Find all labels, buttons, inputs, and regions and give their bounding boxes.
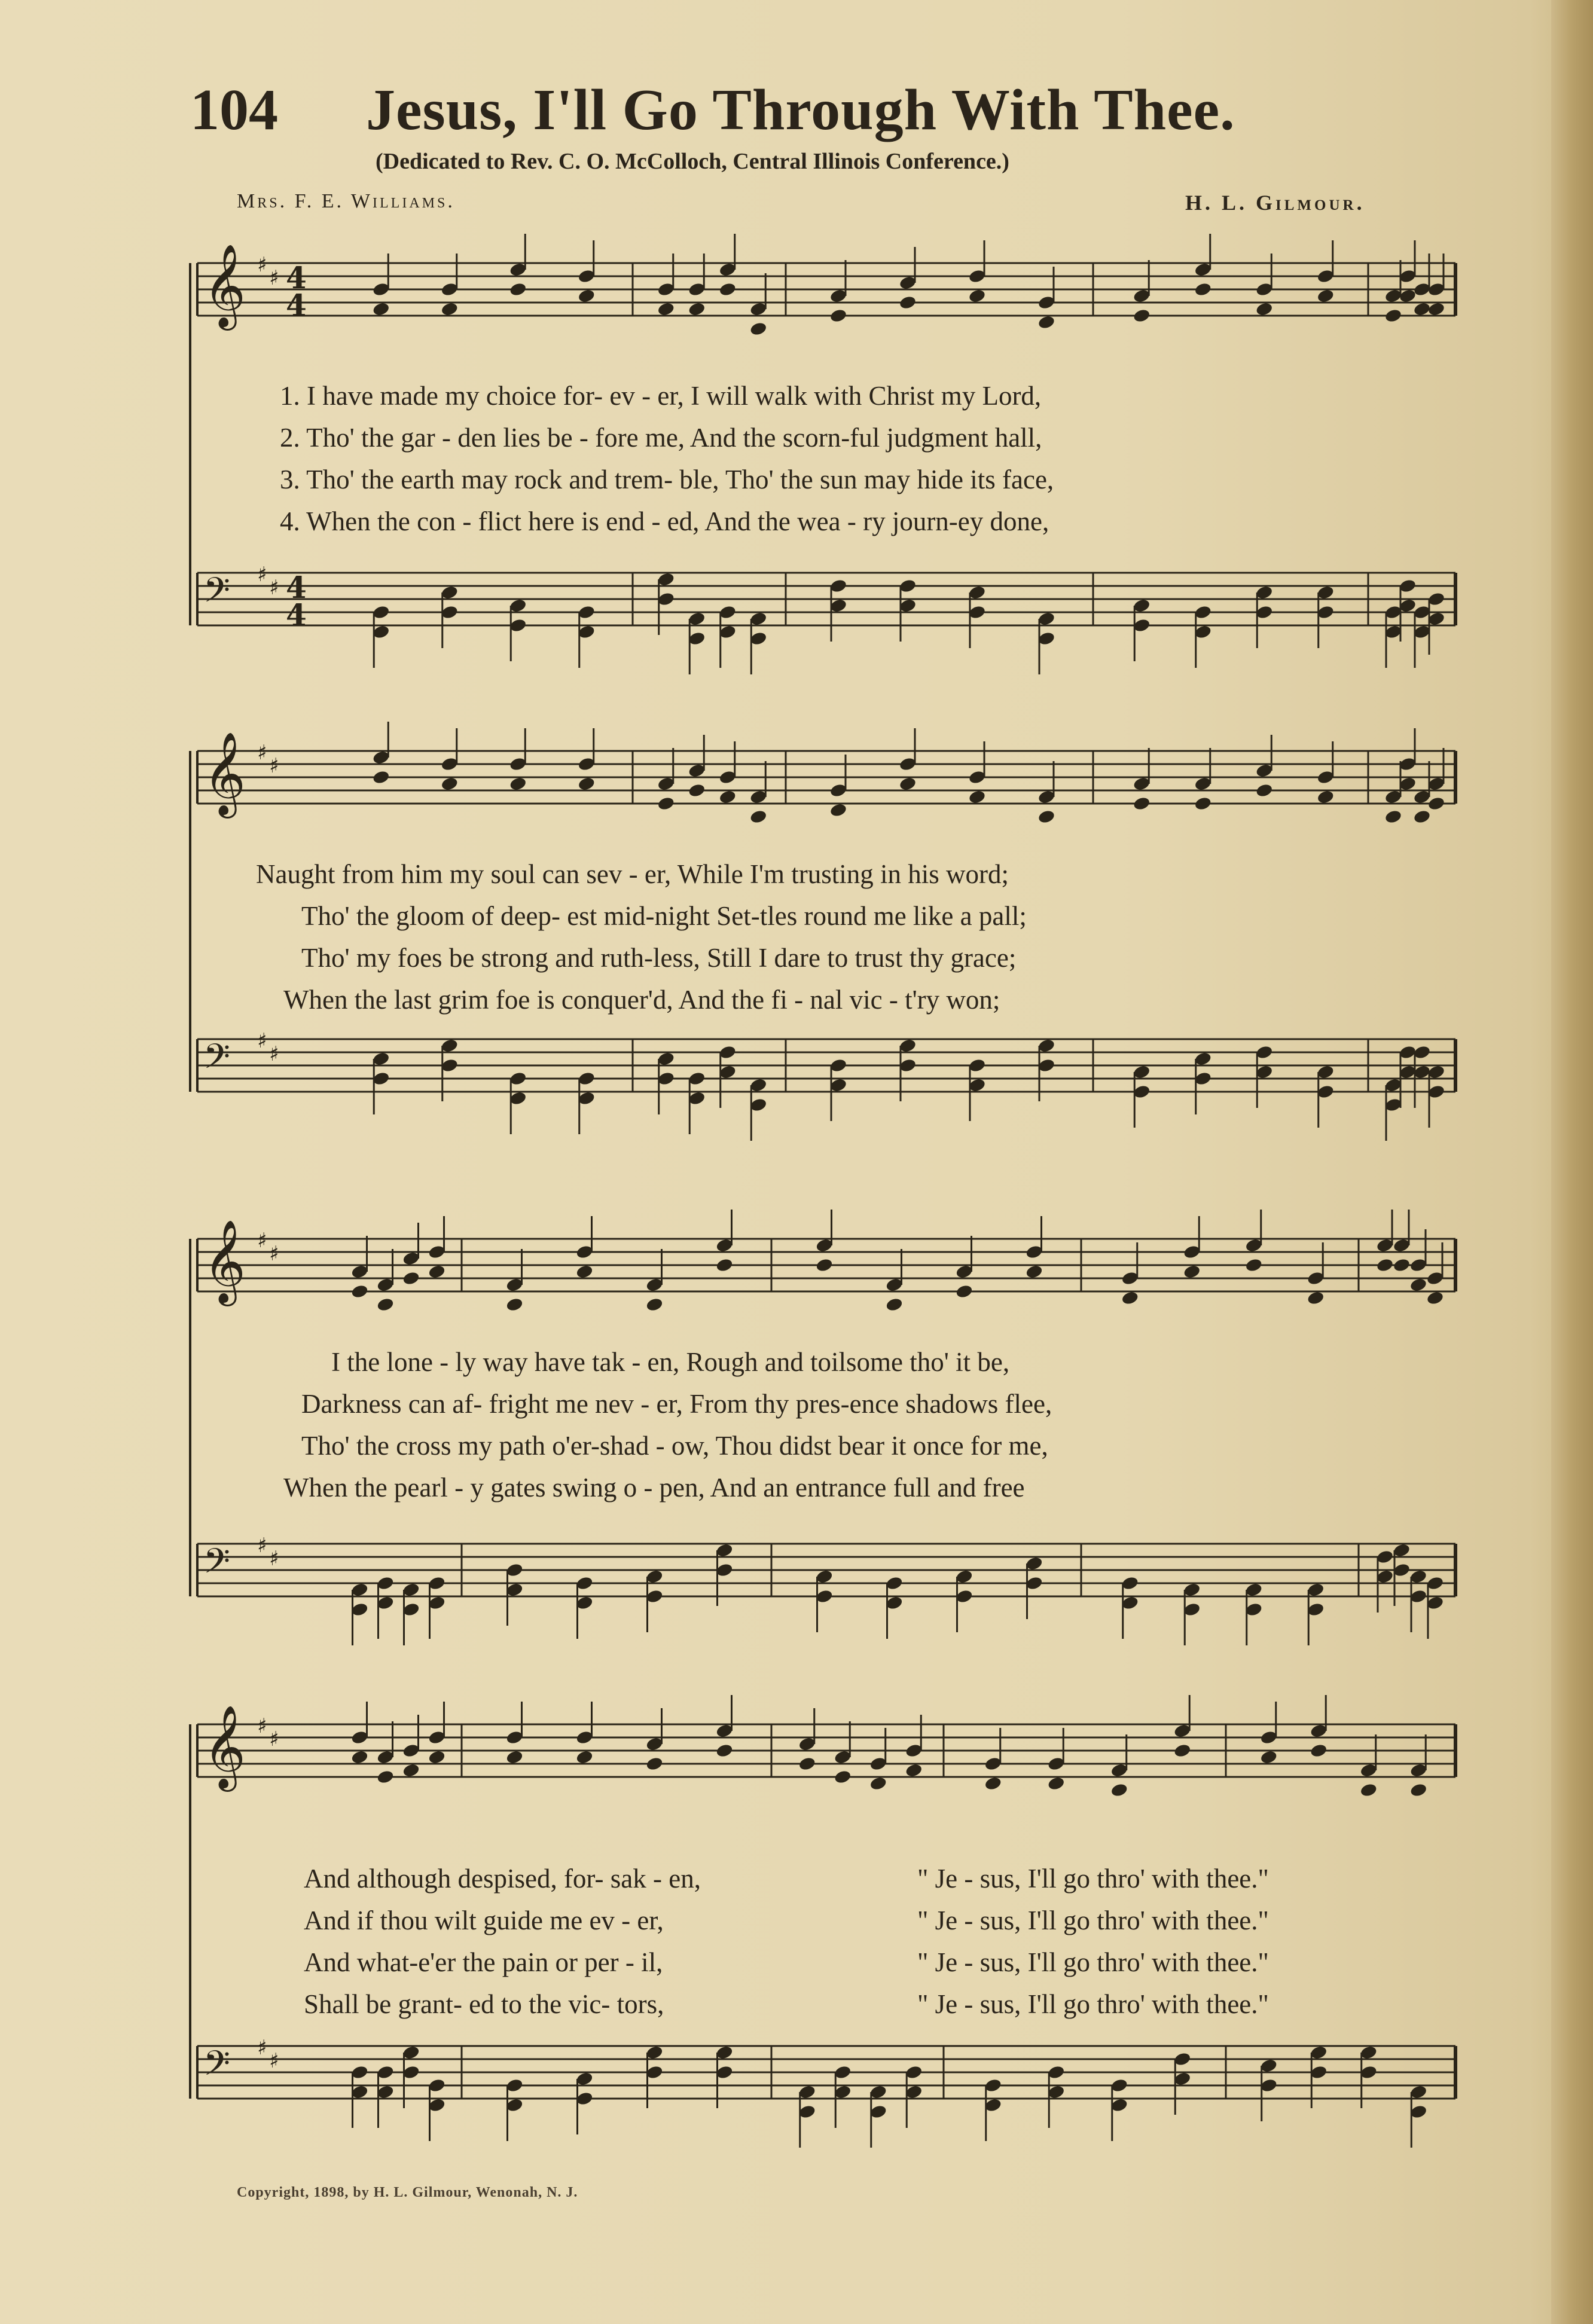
note-head xyxy=(402,1271,420,1286)
system-2-verse-3: Tho' my foes be strong and ruth-less, Still I dare to trust thy grace; xyxy=(301,943,1017,973)
hymn-title: Jesus, I'll Go Through With Thee. xyxy=(366,78,1235,142)
note-head xyxy=(718,789,737,805)
note-head xyxy=(440,776,459,792)
note-head xyxy=(955,1284,974,1299)
sharp-icon: ♯ xyxy=(257,1534,267,1558)
lyricist-credit: Mrs. F. E. Williams. xyxy=(237,190,455,212)
note-head xyxy=(1316,288,1335,304)
refrain-verse-3: " Je - sus, I'll go thro' with thee." xyxy=(917,1947,1269,1977)
system-3-verse-3: Tho' the cross my path o'er-shad - ow, Thou didst bear it once for me, xyxy=(301,1431,1048,1461)
note-head xyxy=(1244,1257,1263,1273)
treble-clef-icon: 𝄞 xyxy=(203,1705,246,1788)
note-head xyxy=(1426,1290,1445,1306)
time-signature-top: 4 xyxy=(286,570,307,605)
system-1-verse-3: 3. Tho' the earth may rock and trem- ble, Tho' the sun may hide its face, xyxy=(280,465,1054,494)
system-3-verse-2: Darkness can af- fright me nev - er, From thy pres-ence shadows flee, xyxy=(301,1389,1052,1419)
note-head xyxy=(834,1769,852,1785)
note-head xyxy=(885,1297,904,1312)
system-4-verse-2: And if thou wilt guide me ev - er, xyxy=(304,1905,664,1935)
system-2-verse-2: Tho' the gloom of deep- est mid-night Set-tles round me like a pall; xyxy=(301,901,1027,931)
note-head xyxy=(1413,809,1432,824)
note-head xyxy=(575,1749,594,1765)
sharp-icon: ♯ xyxy=(269,576,279,600)
note-head xyxy=(1359,1782,1378,1798)
system-1-verse-1: 1. I have made my choice for- ev - er, I will walk with Christ my Lord, xyxy=(280,381,1042,411)
note-head xyxy=(350,1284,369,1299)
note-head xyxy=(1110,1782,1128,1798)
sharp-icon: ♯ xyxy=(257,2036,267,2060)
time-signature-top: 4 xyxy=(286,260,307,295)
time-signature-bottom: 4 xyxy=(286,288,307,323)
note-head xyxy=(509,282,527,297)
time-signature-bottom: 4 xyxy=(286,597,307,633)
note-head xyxy=(715,1257,734,1273)
note-head xyxy=(968,288,987,304)
note-head xyxy=(575,1264,594,1279)
sharp-icon: ♯ xyxy=(257,1229,267,1253)
system-4-verse-3: And what-e'er the pain or per - il, xyxy=(304,1947,663,1977)
dedication: (Dedicated to Rev. C. O. McColloch, Central Illinois Conference.) xyxy=(376,149,1009,174)
hymn-number: 104 xyxy=(190,78,278,142)
note-head xyxy=(798,1756,816,1772)
note-head xyxy=(657,796,675,811)
sharp-icon: ♯ xyxy=(269,1242,279,1266)
system-3-verse-4: When the pearl - y gates swing o - pen, And an entrance full and free xyxy=(283,1473,1025,1502)
refrain-verse-4: " Je - sus, I'll go thro' with thee." xyxy=(917,1989,1269,2019)
note-head xyxy=(1316,789,1335,805)
note-head xyxy=(749,321,768,337)
note-head xyxy=(1310,1743,1328,1758)
note-head xyxy=(905,1763,923,1778)
note-head xyxy=(1255,301,1274,317)
bass-clef-icon: 𝄢 xyxy=(203,2043,231,2092)
note-head xyxy=(1121,1290,1139,1306)
note-head xyxy=(1133,796,1151,811)
note-head xyxy=(577,288,596,304)
note-head xyxy=(1384,809,1403,824)
note-head xyxy=(688,783,706,798)
note-head xyxy=(1133,308,1151,323)
note-head xyxy=(1037,809,1056,824)
sharp-icon: ♯ xyxy=(257,253,267,277)
treble-clef-icon: 𝄞 xyxy=(203,732,246,815)
note-head xyxy=(1255,783,1274,798)
note-head xyxy=(376,1769,395,1785)
note-head xyxy=(829,802,848,818)
note-head xyxy=(1413,301,1432,317)
note-head xyxy=(505,1297,524,1312)
note-head xyxy=(645,1756,664,1772)
note-head xyxy=(899,776,917,792)
note-head xyxy=(1194,282,1212,297)
note-head xyxy=(577,776,596,792)
note-head xyxy=(402,1763,420,1778)
sharp-icon: ♯ xyxy=(269,754,279,778)
sharp-icon: ♯ xyxy=(257,1714,267,1738)
sharp-icon: ♯ xyxy=(257,563,267,587)
note-head xyxy=(1393,1257,1411,1273)
bass-clef-icon: 𝄢 xyxy=(203,1541,231,1590)
system-1-verse-4: 4. When the con - flict here is end - ed, And the wea - ry journ-ey done, xyxy=(280,506,1049,536)
note-head xyxy=(1047,1776,1066,1791)
note-head xyxy=(1384,308,1403,323)
sharp-icon: ♯ xyxy=(269,1547,279,1571)
system-4-verse-4: Shall be grant- ed to the vic- tors, xyxy=(304,1989,664,2019)
note-head xyxy=(376,1297,395,1312)
treble-clef-icon: 𝄞 xyxy=(203,244,246,327)
note-head xyxy=(1259,1749,1278,1765)
note-head xyxy=(718,282,737,297)
system-1-verse-2: 2. Tho' the gar - den lies be - fore me, And the scorn-ful judgment hall, xyxy=(280,423,1042,453)
refrain-verse-1: " Je - sus, I'll go thro' with thee." xyxy=(917,1864,1269,1894)
sharp-icon: ♯ xyxy=(269,1727,279,1751)
note-head xyxy=(829,308,848,323)
note-head xyxy=(1409,1277,1428,1293)
sharp-icon: ♯ xyxy=(269,266,279,290)
sharp-icon: ♯ xyxy=(257,741,267,765)
note-head xyxy=(1307,1290,1325,1306)
sharp-icon: ♯ xyxy=(257,1029,267,1053)
note-head xyxy=(372,301,390,317)
note-head xyxy=(815,1257,834,1273)
sharp-icon: ♯ xyxy=(269,2049,279,2073)
note-head xyxy=(428,1264,446,1279)
note-head xyxy=(657,301,675,317)
note-head xyxy=(1194,796,1212,811)
note-head xyxy=(1409,1782,1428,1798)
bass-clef-icon: 𝄢 xyxy=(203,1036,231,1085)
note-head xyxy=(899,295,917,310)
refrain-verse-2: " Je - sus, I'll go thro' with thee." xyxy=(917,1905,1269,1935)
note-head xyxy=(1025,1264,1043,1279)
system-2-verse-4: When the last grim foe is conquer'd, And the fi - nal vic - t'ry won; xyxy=(283,985,1000,1015)
copyright-notice: Copyright, 1898, by H. L. Gilmour, Wenonah, N. J. xyxy=(237,2185,578,2200)
note-head xyxy=(645,1297,664,1312)
sharp-icon: ♯ xyxy=(269,1042,279,1066)
note-head xyxy=(984,1776,1002,1791)
note-head xyxy=(1376,1257,1394,1273)
note-head xyxy=(688,301,706,317)
note-head xyxy=(505,1749,524,1765)
note-head xyxy=(715,1743,734,1758)
treble-clef-icon: 𝄞 xyxy=(203,1220,246,1303)
bass-clef-icon: 𝄢 xyxy=(203,570,231,619)
note-head xyxy=(372,769,390,785)
note-head xyxy=(428,1749,446,1765)
note-head xyxy=(1427,796,1446,811)
note-head xyxy=(1427,301,1446,317)
note-head xyxy=(509,776,527,792)
note-head xyxy=(1173,1743,1192,1758)
system-2-verse-1: Naught from him my soul can sev - er, While I'm trusting in his word; xyxy=(256,859,1009,889)
note-head xyxy=(440,301,459,317)
system-3-verse-1: I the lone - ly way have tak - en, Rough and toilsome tho' it be, xyxy=(331,1347,1010,1377)
system-4-verse-1: And although despised, for- sak - en, xyxy=(304,1864,701,1894)
note-head xyxy=(749,809,768,824)
note-head xyxy=(1183,1264,1201,1279)
note-head xyxy=(869,1776,887,1791)
note-head xyxy=(350,1749,369,1765)
note-head xyxy=(968,789,987,805)
composer-credit: H. L. Gilmour. xyxy=(1185,191,1365,215)
note-head xyxy=(1037,314,1056,330)
